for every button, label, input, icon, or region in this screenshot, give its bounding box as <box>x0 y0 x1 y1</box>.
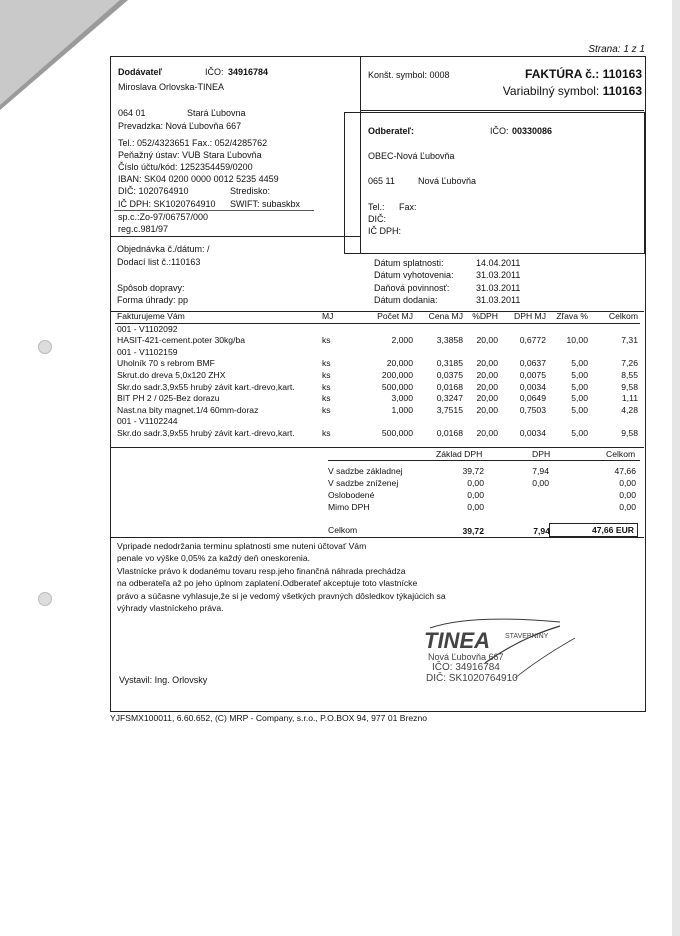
constant-symbol: Konšt. symbol: 0008 <box>368 70 450 80</box>
svg-text:Nová Ľubovňa 667: Nová Ľubovňa 667 <box>428 652 504 662</box>
table-cell: 3,3858 <box>436 335 463 346</box>
table-cell <box>415 416 465 428</box>
table-cell: 10,00 <box>566 335 588 346</box>
table-cell: ks <box>322 358 331 369</box>
summary-label: V sadzbe zníženej <box>328 478 399 488</box>
column-header: Celkom <box>590 311 640 323</box>
table-cell <box>590 323 640 335</box>
terms-notes <box>117 540 446 614</box>
table-cell: Skr.do sadr.3,9x55 hrubý závit kart.-drevo,kart. <box>117 381 295 392</box>
summary-base: 39,72 <box>462 466 484 476</box>
customer-dic: DIČ: <box>368 214 386 224</box>
delivery-label: Dodací list č.:110163 <box>117 257 201 267</box>
table-cell: Skrut.do dreva 5,0x120 ZHX <box>117 369 226 380</box>
table-cell: 2,000 <box>391 335 413 346</box>
table-cell: 500,000 <box>381 381 413 392</box>
issued-by: Vystavil: Ing. Orlovsky <box>119 675 208 685</box>
table-row <box>115 428 640 440</box>
supplier-zip: 064 01 <box>118 108 146 118</box>
payment-label: Forma úhrady: pp <box>117 295 189 305</box>
table-cell: 9,58 <box>621 427 638 438</box>
punch-hole-top <box>38 340 52 354</box>
total-sum: 47,66 EUR <box>591 525 634 535</box>
summary-label: V sadzbe základnej <box>328 466 403 476</box>
table-cell: 0,0637 <box>519 358 546 369</box>
note-line: Vlastnícke právo k dodanému tovaru resp.jeho finančná náhrada prechádza <box>117 565 406 576</box>
supplier-icdph: IČ DPH: SK1020764910 <box>118 199 216 209</box>
variable-symbol-label: Variabilný symbol: <box>502 84 600 98</box>
table-cell: 8,55 <box>621 369 638 380</box>
table-cell: ks <box>322 381 331 392</box>
customer-ico-label: IČO: <box>490 126 509 136</box>
table-cell: 20,00 <box>476 358 498 369</box>
invoice-title <box>525 67 642 81</box>
table-row <box>115 335 640 347</box>
table-cell <box>320 416 350 428</box>
transport-label: Spôsob dopravy: <box>117 283 185 293</box>
table-cell <box>500 347 548 359</box>
summary-header: Celkom <box>606 449 636 459</box>
table-row <box>115 405 640 417</box>
supplier-account: Číslo účtu/kód: 1252354459/0200 <box>118 162 253 172</box>
summary-total: 0,00 <box>619 502 636 512</box>
table-cell: ks <box>322 404 331 415</box>
items-table <box>115 311 640 440</box>
table-cell <box>548 416 590 428</box>
table-row <box>115 393 640 405</box>
table-cell <box>320 347 350 359</box>
total-label: Celkom <box>328 525 358 535</box>
summary-base: 0,00 <box>467 490 484 500</box>
column-header: Cena MJ <box>415 311 465 323</box>
company-stamp <box>410 608 580 688</box>
table-cell <box>548 323 590 335</box>
table-cell <box>320 323 350 335</box>
note-line: právo a súčasne vyhlasuje,že si je vedomý všetkých pravných dôsledkov týkajúcich sa <box>117 590 446 601</box>
svg-text:DIČ: SK1020764910: DIČ: SK1020764910 <box>426 673 518 684</box>
table-cell <box>415 323 465 335</box>
table-cell: 20,000 <box>386 358 413 369</box>
table-cell: 20,00 <box>476 404 498 415</box>
table-cell <box>500 416 548 428</box>
table-cell: 5,00 <box>571 427 588 438</box>
note-line: penale vo výške 0,05% za každý deň oneskorenia. <box>117 553 311 564</box>
table-cell: 0,3185 <box>436 358 463 369</box>
table-row <box>115 358 640 370</box>
date-value: 14.04.2011 <box>476 258 521 268</box>
customer-name: OBEC-Nová Ľubovňa <box>368 151 455 161</box>
supplier-reg: reg.c.981/97 <box>118 224 169 234</box>
table-cell: 001 - V1102159 <box>117 346 178 357</box>
date-label: Dátum dodania: <box>374 295 438 305</box>
total-base: 39,72 <box>462 526 484 536</box>
table-cell: 1,11 <box>621 393 638 404</box>
table-cell: 0,3247 <box>436 393 463 404</box>
table-cell: 0,7503 <box>519 404 546 415</box>
page-number: Strana: 1 z 1 <box>588 44 645 55</box>
table-cell: 5,00 <box>571 393 588 404</box>
supplier-name: Miroslava Orlovska-TINEA <box>118 82 225 92</box>
table-cell: Skr.do sadr.3,9x55 hrubý závit kart.-drevo,kart. <box>117 427 295 438</box>
column-header: Fakturujeme Vám <box>115 311 320 323</box>
table-cell: 7,31 <box>621 335 638 346</box>
summary-vat: 7,94 <box>532 466 549 476</box>
table-row <box>115 323 640 335</box>
table-cell: 7,26 <box>621 358 638 369</box>
table-cell: 9,58 <box>621 381 638 392</box>
table-cell: BIT PH 2 / 025-Bez dorazu <box>117 393 220 404</box>
customer-tel: Tel.: <box>368 202 385 212</box>
summary-total: 47,66 <box>614 466 636 476</box>
table-cell: 500,000 <box>381 427 413 438</box>
column-header: Zľava % <box>548 311 590 323</box>
table-row <box>115 347 640 359</box>
supplier-city: Stará Ľubovna <box>187 108 246 118</box>
customer-zip: 065 11 <box>368 176 395 186</box>
summary-vat: 0,00 <box>532 478 549 488</box>
table-cell: 0,6772 <box>519 335 546 346</box>
table-row <box>115 382 640 394</box>
table-cell: 20,00 <box>476 335 498 346</box>
date-label: Dátum vyhotovenia: <box>374 270 454 280</box>
table-cell <box>350 347 415 359</box>
column-header: %DPH <box>465 311 500 323</box>
summary-label: Oslobodené <box>328 490 375 500</box>
invoice-title-label: FAKTÚRA č.: <box>525 67 600 81</box>
customer-city: Nová Ľubovňa <box>418 176 477 186</box>
supplier-phone: Tel.: 052/4323651 Fax.: 052/4285762 <box>118 138 268 148</box>
table-row <box>115 370 640 382</box>
table-row <box>115 416 640 428</box>
supplier-center: Stredisko: <box>230 186 271 196</box>
table-cell: 0,0375 <box>436 369 463 380</box>
summary-base: 0,00 <box>467 502 484 512</box>
table-cell: 0,0168 <box>436 427 463 438</box>
column-header: MJ <box>320 311 350 323</box>
column-header: DPH MJ <box>500 311 548 323</box>
table-cell <box>465 323 500 335</box>
table-cell: 0,0168 <box>436 381 463 392</box>
svg-text:STAVEBNINY: STAVEBNINY <box>505 633 549 640</box>
table-cell: 5,00 <box>571 358 588 369</box>
table-cell <box>350 416 415 428</box>
table-cell: Nast.na bity magnet.1/4 60mm-doraz <box>117 404 259 415</box>
table-cell <box>465 416 500 428</box>
supplier-sp: sp.c.:Zo-97/06757/000 <box>118 212 209 222</box>
total-vat: 7,94 <box>533 526 550 536</box>
table-cell: 3,7515 <box>436 404 463 415</box>
table-cell <box>350 323 415 335</box>
table-cell <box>590 347 640 359</box>
table-cell <box>500 323 548 335</box>
table-cell: 5,00 <box>571 381 588 392</box>
table-cell: 20,00 <box>476 393 498 404</box>
table-cell: 5,00 <box>571 404 588 415</box>
table-cell: 1,000 <box>391 404 413 415</box>
table-cell: 001 - V1102244 <box>117 416 178 427</box>
column-header: Počet MJ <box>350 311 415 323</box>
customer-ico: 00330086 <box>512 126 553 136</box>
date-value: 31.03.2011 <box>476 270 521 280</box>
table-cell: 4,28 <box>621 404 638 415</box>
supplier-ico: 34916784 <box>228 67 269 77</box>
order-label: Objednávka č./dátum: / <box>117 244 210 254</box>
table-cell: 0,0034 <box>519 381 546 392</box>
supplier-swift: SWIFT: subaskbx <box>230 199 301 209</box>
variable-symbol-number: 110163 <box>602 84 642 98</box>
table-cell: ks <box>322 393 331 404</box>
customer-fax: Fax: <box>399 202 417 212</box>
supplier-heading: Dodávateľ <box>118 67 162 77</box>
table-header-row <box>115 311 640 323</box>
table-cell: 5,00 <box>571 369 588 380</box>
date-value: 31.03.2011 <box>476 295 521 305</box>
variable-symbol <box>503 84 642 98</box>
table-cell: 0,0075 <box>519 369 546 380</box>
table-cell: 200,000 <box>381 369 413 380</box>
table-cell: 20,00 <box>476 381 498 392</box>
note-line: Vpripade nedodržania terminu splatnosti sme nuteni účtovať Vám <box>117 541 367 551</box>
table-cell: 3,000 <box>391 393 413 404</box>
table-cell <box>590 416 640 428</box>
footer-text: YJFSMX100011, 6.60.652, (C) MRP - Company, s.r.o., P.O.BOX 94, 977 01 Brezno <box>110 713 428 723</box>
summary-header: DPH <box>532 449 551 459</box>
supplier-iban: IBAN: SK04 0200 0000 0012 5235 4459 <box>118 174 279 184</box>
supplier-branch: Prevadzka: Nová Ľubovňa 667 <box>118 121 242 131</box>
table-cell: Uholník 70 s rebrom BMF <box>117 358 215 369</box>
supplier-ico-label: IČO: <box>205 67 224 77</box>
date-label: Daňová povinnosť: <box>374 283 450 293</box>
table-cell <box>415 347 465 359</box>
summary-total: 0,00 <box>619 478 636 488</box>
svg-text:TINEA: TINEA <box>424 628 490 653</box>
supplier-bank: Peňažný ústav: VUB Stara Ľubovňa <box>118 150 262 160</box>
table-cell: 001 - V1102092 <box>117 323 178 334</box>
summary-label: Mimo DPH <box>328 502 370 512</box>
table-cell: 0,0034 <box>519 427 546 438</box>
table-cell: 20,00 <box>476 427 498 438</box>
table-cell: ks <box>322 427 331 438</box>
customer-heading: Odberateľ: <box>368 126 414 136</box>
table-cell <box>465 347 500 359</box>
summary-header: Základ DPH <box>436 449 483 459</box>
note-line: na odberateľa až po jeho úplnom zaplatení.Odberateľ akceptuje toto vlastnícke <box>117 578 418 589</box>
supplier-dic: DIČ: 1020764910 <box>118 186 189 196</box>
date-value: 31.03.2011 <box>476 283 521 293</box>
invoice-number: 110163 <box>602 67 642 81</box>
summary-total: 0,00 <box>619 490 636 500</box>
table-cell: 20,00 <box>476 369 498 380</box>
table-cell <box>548 347 590 359</box>
punch-hole-bottom <box>38 592 52 606</box>
table-cell: ks <box>322 369 331 380</box>
date-label: Dátum splatnosti: <box>374 258 444 268</box>
table-cell: ks <box>322 335 331 346</box>
svg-text:IČO: 34916784: IČO: 34916784 <box>432 662 500 673</box>
table-cell: 0,0649 <box>519 393 546 404</box>
note-line: výhrady vlastníckeho práva. <box>117 603 224 614</box>
table-cell: HASIT-421-cement.poter 30kg/ba <box>117 335 246 346</box>
summary-base: 0,00 <box>467 478 484 488</box>
customer-icdph: IČ DPH: <box>368 226 402 236</box>
